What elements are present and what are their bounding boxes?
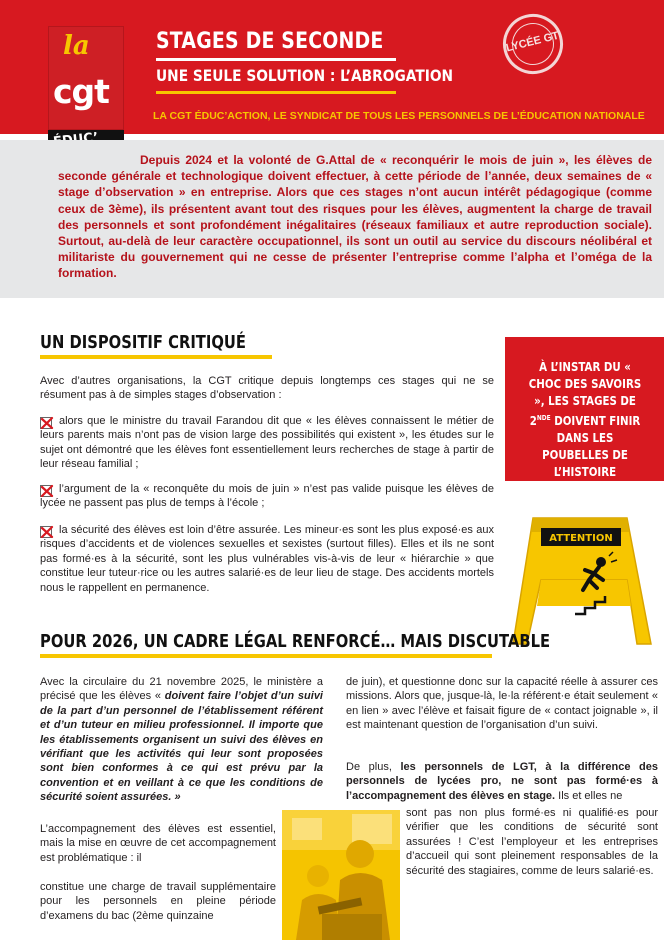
- cross-checkbox-icon: [40, 415, 54, 429]
- union-tagline: LA CGT ÉDUC’ACTION, LE SYNDICAT DE TOUS LES PERSONNELS DE L’ÉDUCATION NATIONALE: [153, 110, 645, 122]
- list-item-text: l’argument de la « reconquête du mois de juin » n’est pas valide puisque les élèves de lycée ne passent pas plus de temps à l’école ;: [40, 483, 494, 510]
- list-item: [40, 414, 494, 472]
- section-title-underline: [40, 355, 272, 359]
- logo-la-text: la: [63, 31, 90, 61]
- formation-intro: De plus,: [346, 761, 401, 773]
- cross-checkbox-icon: [40, 524, 54, 538]
- accompagnement-paragraph: L’accompagnement des élèves est essentiel, mais la mise en œuvre de cet accompagnement est problématique : il: [40, 823, 276, 864]
- workshop-photo: [282, 810, 400, 940]
- list-item-text: alors que le ministre du travail Farandou dit que « les élèves connaissent le métier de leurs parents mais n’ont pas de vision large des possibilités qui existent », les études sur le sujet ont démontré que les élèves font essentiellement leurs recherches de stage à partir de leur réseau familial ;: [40, 415, 494, 471]
- list-item-text: la sécurité des élèves est loin d’être assurée. Les mineur·es sont les plus exposé·es aux risques d’accidents et de violences sexuelles et sexistes (surtout filles). Elles et ils ne sont pas formé·es à la sécurité, sont les plus vulnérables vis-à-vis de leur « hiérarchie » que constitue leur tuteur·rice ou les autres salarié·es de leur lieu de stage. Des accidents mortels nous le rappellent en permanence.: [40, 524, 494, 594]
- cross-checkbox-icon: [40, 483, 54, 497]
- formation-paragraph: [346, 760, 658, 803]
- page-title: STAGES DE SECONDE: [156, 29, 384, 54]
- attention-sign-label: ATTENTION: [549, 533, 613, 544]
- callout-text: [526, 359, 644, 481]
- stamp-label: LYCÉE GT: [504, 29, 561, 55]
- circulaire-paragraph: [40, 675, 323, 805]
- cgt-logo: [48, 26, 124, 130]
- callout-box: [505, 337, 664, 481]
- callout-text-sup: NDE: [536, 414, 551, 422]
- formation-bold: les personnels de LGT, à la différence des personnels de lycées pro, ne sont pas formé·es à l’accompagnement des élèves en stage.: [346, 761, 658, 802]
- securite-paragraph: sont pas non plus formé·es ni qualifié·es pour vérifier que les conditions de sécurité sont assurées ! C’est l’employeur et les entreprises d’accueil qui sont pleinement responsables de la sécurité des stagiaires, comme de leurs salarié·es.: [406, 807, 658, 877]
- section-title-underline: [40, 654, 492, 658]
- callout-text-part-1: À L’INSTAR DU « CHOC DES SAVOIRS », LES STAGES DE 2: [528, 360, 642, 429]
- list-item: [40, 523, 494, 595]
- page-subtitle: UNE SEULE SOLUTION : L’ABROGATION: [156, 66, 454, 85]
- circulaire-quote: doivent faire l’objet d’un suivi de la part d’un personnel de l’établissement référent et d’un tuteur en milieu professionnel. Il importe que les établissements organisent un suivi des élèves en vérifiant que les activités qui leur sont proposées sont bien conformes à ce qui est prévu par la convention et en veillant à ce que les conditions de sécurité soient assurées.: [40, 690, 323, 804]
- suivi-paragraph: de juin), et questionne donc sur la capacité réelle à assurer ces missions. Alors que, jusque-là, le·la référent·e était seulement « en lien » avec l’élève et faisait figure de « contact joignable », il est maintenant question de l’organisation d’un suivi.: [346, 676, 658, 732]
- accompagnement-paragraph-cont: constitue une charge de travail supplémentaire pour les personnels en pleine période d’examens du bac (2ème quinzaine: [40, 881, 276, 922]
- circulaire-intro: Avec la circulaire du 21 novembre 2025, le ministère a précisé que les élèves «: [40, 676, 323, 703]
- subtitle-underline: [156, 91, 396, 94]
- formation-end: Ils et elles ne: [555, 789, 623, 802]
- intro-paragraph: Depuis 2024 et la volonté de G.Attal de « reconquérir le mois de juin », les élèves de seconde générale et technologique doivent effectuer, à cette période de l’année, deux semaines de « stage d’observation » en entreprise. Alors que ces stages n’ont aucun intérêt pédagogique (comme ceux de 3ème), ils présentent avant tout des risques pour les élèves, augmentent la charge de travail des personnels et sont profondément inégalitaires (réseaux familiaux et autre reproduction sociale). Surtout, au-delà de leur caractère occupationnel, ils sont un outil au service du discours néolibéral et militariste du gouvernement qui ne cesse de présenter l’entreprise comme l’alpha et l’oméga de la formation.: [58, 153, 652, 281]
- attention-sign-icon: [505, 510, 655, 646]
- logo-cgt-text: cgt: [53, 72, 109, 111]
- circulaire-quote-end: »: [171, 791, 181, 804]
- section1-intro-paragraph: Avec d’autres organisations, la CGT critique depuis longtemps ces stages qui ne se résument pas à de simples stages d’observation :: [40, 375, 494, 402]
- callout-text-part-2: DOIVENT FINIR DANS LES POUBELLES DE L’HISTOIRE: [542, 414, 641, 480]
- title-underline: [156, 58, 396, 61]
- section-title-cadre-legal: POUR 2026, UN CADRE LÉGAL RENFORCÉ… MAIS DISCUTABLE: [40, 631, 551, 652]
- list-item: [40, 482, 494, 511]
- section-title-dispositif: UN DISPOSITIF CRITIQUÉ: [40, 332, 246, 353]
